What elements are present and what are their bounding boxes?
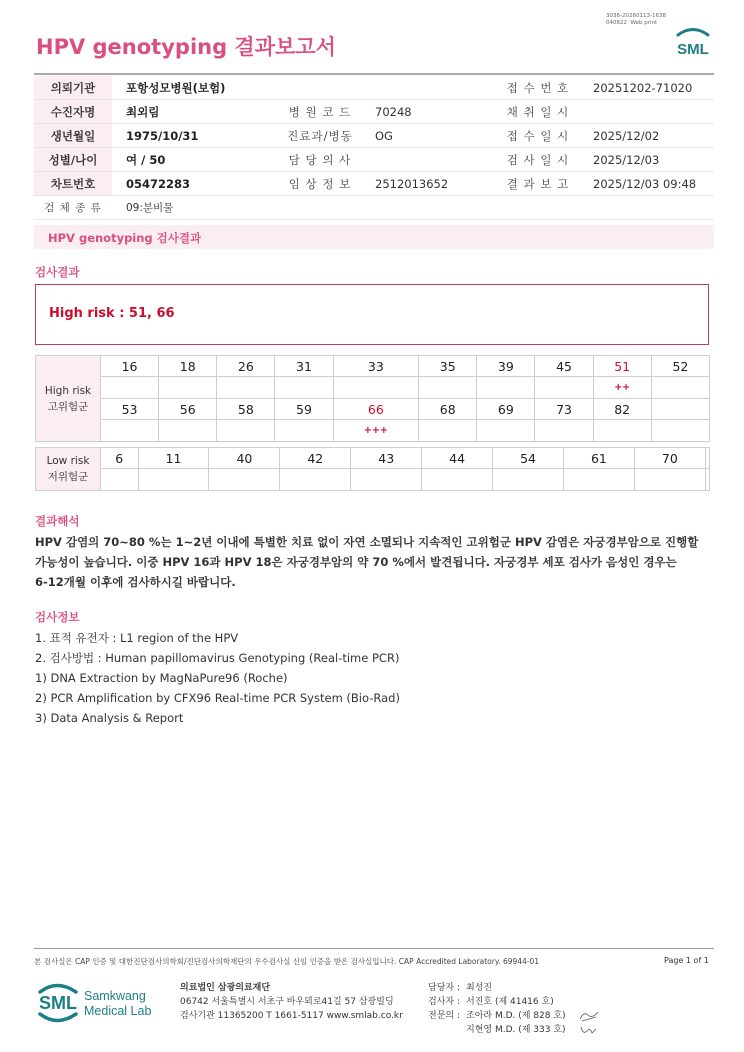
staff-name: 지현영 M.D. (제 333 호): [466, 1025, 566, 1035]
genotype-result-cell: [477, 420, 535, 442]
genotype-cell: [651, 399, 709, 420]
genotype-result-cell: [651, 377, 709, 399]
genotype-cell: 18: [159, 356, 217, 377]
logo-text: SML: [39, 993, 77, 1013]
org-name: 의료법인 삼광의료재단: [180, 983, 271, 993]
genotype-cell: 61: [563, 448, 634, 469]
info-value: 2025/12/02: [579, 124, 714, 148]
info-value: 20251202-71020: [579, 76, 714, 100]
genotype-cell: 43: [351, 448, 422, 469]
staff-role: 담당자 :: [428, 983, 460, 993]
info-value: OG: [361, 124, 497, 148]
genotype-cell: 56: [159, 399, 217, 420]
info-value: 여 / 50: [112, 148, 279, 172]
specimen-label: 검 체 종 류: [34, 196, 112, 220]
info-label: 병 원 코 드: [279, 100, 361, 124]
genotype-cell: 11: [138, 448, 209, 469]
info-label: 진료과/병동: [279, 124, 361, 148]
genotype-cell: 44: [422, 448, 493, 469]
page-number: Page 1 of 1: [664, 956, 709, 965]
interpretation-line: 가능성이 높습니다. 이중 HPV 16과 HPV 18은 자궁경부암의 약 70 %에서 발견됩니다. 자궁경부 세포 검사가 음성인 경우는: [35, 555, 677, 569]
genotype-cell: 66: [333, 399, 419, 420]
genotype-result-cell: [535, 420, 593, 442]
result-heading: 검사결과: [35, 265, 80, 279]
info-label: 담 당 의 사: [279, 148, 361, 172]
info-row: [34, 196, 714, 220]
info-label: 성별/나이: [34, 148, 112, 172]
genotype-cell: 6: [101, 448, 139, 469]
logo-line-2: Medical Lab: [84, 1004, 152, 1018]
logo-text: SML: [677, 41, 709, 58]
specimen-value: 09:분비물: [112, 196, 714, 220]
staff-role: [428, 1023, 466, 1037]
genotype-cell: 52: [651, 356, 709, 377]
genotype-result-cell: [217, 377, 275, 399]
genotype-result-cell: [275, 420, 333, 442]
info-value: [579, 100, 714, 124]
genotype-result-cell: [419, 377, 477, 399]
genotype-result-cell: [159, 420, 217, 442]
staff-name: 최성진: [466, 983, 493, 993]
result-bar-title: HPV genotyping 검사결과: [48, 231, 202, 245]
accreditation-note: 본 검사실은 CAP 인증 및 대한진단검사의학회/진단검사의학재단의 우수검사실 신임 인증을 받은 검사실입니다. CAP Accredited Laboratory. 69944-01: [34, 957, 540, 966]
info-value: 2025/12/03: [579, 148, 714, 172]
info-row: [34, 100, 714, 124]
interpretation-text: [35, 532, 705, 592]
info-label: 채 취 일 시: [497, 100, 579, 124]
low-risk-genotype-table: [35, 447, 710, 491]
staff-name: 서진호 (제 41416 호): [466, 997, 554, 1007]
info-label: 차트번호: [34, 172, 112, 196]
samkwang-logo: [36, 980, 166, 1030]
genotype-result-cell: [159, 377, 217, 399]
risk-group-ko: 고위험군: [47, 400, 89, 413]
sml-logo: [672, 26, 714, 68]
genotype-result-cell: [101, 469, 139, 491]
genotype-cell: 59: [275, 399, 333, 420]
info-value: 05472283: [112, 172, 279, 196]
staff-name: 조아라 M.D. (제 828 호): [466, 1011, 566, 1021]
test-info-line: 2) PCR Amplification by CFX96 Real-time PCR System (Bio-Rad): [35, 691, 400, 705]
test-info-line: 3) Data Analysis & Report: [35, 711, 184, 725]
test-info-heading: 검사정보: [35, 610, 80, 624]
genotype-cell: 51: [593, 356, 651, 377]
info-value: 70248: [361, 100, 497, 124]
genotype-result-cell: [209, 469, 280, 491]
info-label: 생년월일: [34, 124, 112, 148]
test-info-line: 1) DNA Extraction by MagNaPure96 (Roche): [35, 671, 288, 685]
info-value: 1975/10/31: [112, 124, 279, 148]
genotype-cell: 39: [477, 356, 535, 377]
genotype-result-cell: [705, 469, 709, 491]
info-value: 포항성모병원(보험): [112, 76, 279, 100]
genotype-cell: 33: [333, 356, 419, 377]
signature-1: [578, 1009, 600, 1023]
info-label: 검 사 일 시: [497, 148, 579, 172]
genotype-result-cell: [101, 420, 159, 442]
genotype-result-cell: [477, 377, 535, 399]
info-label: 결 과 보 고: [497, 172, 579, 196]
genotype-result-cell: [101, 377, 159, 399]
genotype-result-cell: [333, 377, 419, 399]
genotype-cell: 35: [419, 356, 477, 377]
interpretation-line: HPV 감염의 70~80 %는 1~2년 이내에 특별한 치료 없이 자연 소멸되나 지속적인 고위험군 HPV 감염은 자궁경부암으로 진행할: [35, 535, 699, 549]
org-address: 06742 서울특별시 서초구 바우뫼로41길 57 삼광빌딩: [180, 997, 394, 1007]
genotype-result-cell: [419, 420, 477, 442]
genotype-cell: 53: [101, 399, 159, 420]
test-info-line: 2. 검사방법 : Human papillomavirus Genotyping (Real-time PCR): [35, 651, 400, 665]
risk-group-ko: 저위험군: [47, 471, 89, 483]
info-row: [34, 148, 714, 172]
genotype-result-cell: [351, 469, 422, 491]
genotype-cell: 58: [217, 399, 275, 420]
info-value: [361, 76, 497, 100]
info-label: 수진자명: [34, 100, 112, 124]
info-value: [361, 148, 497, 172]
genotype-result-cell: [563, 469, 634, 491]
genotype-result-cell: [138, 469, 209, 491]
patient-info-table: [34, 76, 714, 220]
high-risk-genotype-table: [35, 355, 710, 442]
genotype-result-cell: +++: [333, 420, 419, 442]
genotype-cell: 26: [217, 356, 275, 377]
info-row: [34, 76, 714, 100]
genotype-cell: 31: [275, 356, 333, 377]
genotype-cell: 16: [101, 356, 159, 377]
risk-group-en: High risk: [44, 384, 92, 397]
info-value: 2025/12/03 09:48: [579, 172, 714, 196]
genotype-result-cell: [422, 469, 493, 491]
info-value: 최외림: [112, 100, 279, 124]
test-info-line: 1. 표적 유전자 : L1 region of the HPV: [35, 631, 239, 645]
genotype-cell: [705, 448, 709, 469]
staff-role: 검사자 :: [428, 997, 460, 1007]
organization-info: [180, 981, 403, 1023]
test-info-list: [35, 628, 400, 728]
genotype-result-cell: [651, 420, 709, 442]
info-label: 임 상 정 보: [279, 172, 361, 196]
footer-divider: [34, 948, 714, 949]
genotype-cell: 42: [280, 448, 351, 469]
staff-role: 전문의 :: [428, 1011, 460, 1021]
genotype-result-cell: ++: [593, 377, 651, 399]
result-section-bar: [34, 225, 714, 249]
genotype-cell: 82: [593, 399, 651, 420]
info-label: 접 수 일 시: [497, 124, 579, 148]
risk-group-en: Low risk: [46, 455, 90, 467]
org-contact: 검사기관 11365200 T 1661-5117 www.smlab.co.kr: [180, 1011, 403, 1021]
signature-2: [578, 1023, 600, 1037]
page-title: HPV genotyping 결과보고서: [36, 35, 336, 59]
genotype-cell: 69: [477, 399, 535, 420]
genotype-result-cell: [634, 469, 705, 491]
info-value: 2512013652: [361, 172, 497, 196]
genotype-result-cell: [217, 420, 275, 442]
logo-line-1: Samkwang: [84, 989, 146, 1003]
info-label: 접 수 번 호: [497, 76, 579, 100]
risk-group-label: [36, 356, 101, 442]
interpretation-heading: 결과해석: [35, 514, 80, 528]
genotype-cell: 40: [209, 448, 280, 469]
genotype-cell: 68: [419, 399, 477, 420]
report-reference-code: 3036-20260113-1638 040822 Web print: [606, 13, 666, 26]
info-label: 의뢰기관: [34, 76, 112, 100]
genotype-result-cell: [493, 469, 564, 491]
interpretation-line: 6-12개월 이후에 검사하시길 바랍니다.: [35, 575, 236, 589]
genotype-result-cell: [593, 420, 651, 442]
staff-info: [428, 981, 600, 1037]
genotype-result-cell: [275, 377, 333, 399]
genotype-cell: 54: [493, 448, 564, 469]
genotype-result-cell: [280, 469, 351, 491]
risk-group-label: [36, 448, 101, 491]
result-summary: High risk : 51, 66: [49, 306, 175, 321]
genotype-cell: 73: [535, 399, 593, 420]
info-row: [34, 172, 714, 196]
genotype-cell: 70: [634, 448, 705, 469]
genotype-result-cell: [535, 377, 593, 399]
info-row: [34, 124, 714, 148]
info-label: [279, 76, 361, 100]
genotype-cell: 45: [535, 356, 593, 377]
header-divider: [34, 73, 714, 75]
